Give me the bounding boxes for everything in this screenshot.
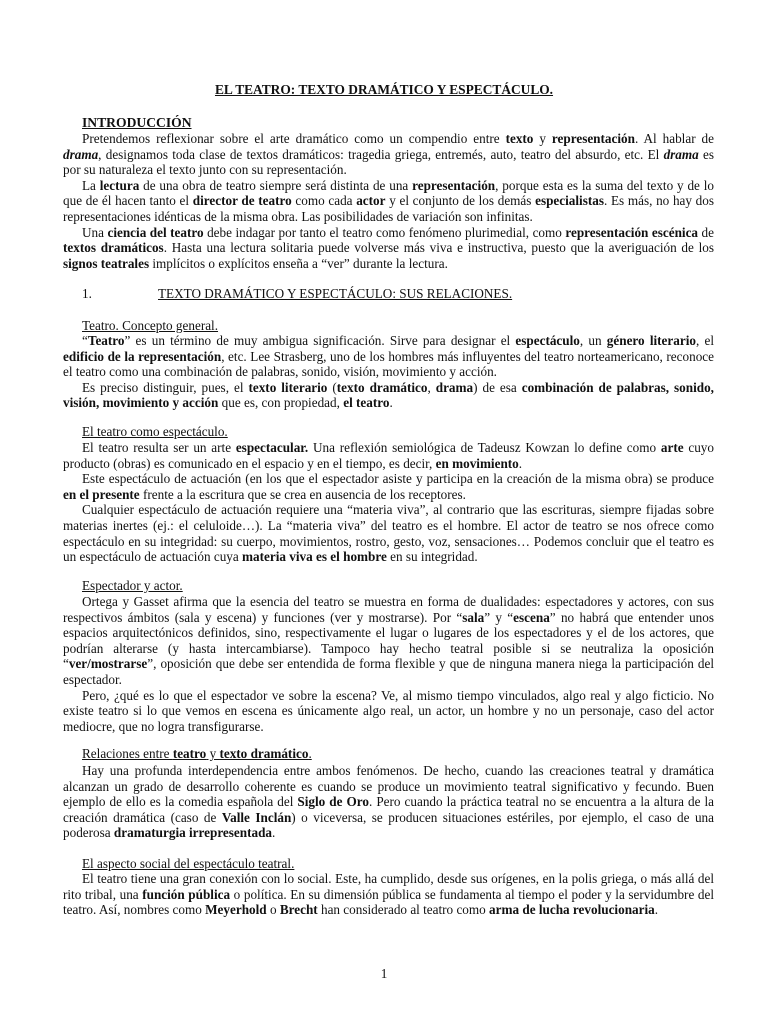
bold-term: espectacular. <box>235 440 309 455</box>
bold-term: edificio de la representación <box>63 348 222 364</box>
text-run: ) o viceversa, se producen situaciones estériles, por ejemplo, el caso de una poderosa <box>63 809 715 841</box>
subsection-heading <box>82 424 228 440</box>
bold-term: texto <box>505 131 534 146</box>
text-run: ( <box>327 379 337 395</box>
bold-term: en movimiento <box>435 455 519 471</box>
text-run: La <box>82 177 100 193</box>
bold-term: ciencia del teatro <box>107 224 204 240</box>
text-run: Es preciso distinguir, pues, el <box>82 379 249 395</box>
intro-section <box>63 131 714 271</box>
text-run: Relaciones entre <box>82 746 173 761</box>
bold-term: arte <box>660 440 684 455</box>
bold-term: drama <box>63 146 99 162</box>
document-title: EL TEATRO: TEXTO DRAMÁTICO Y ESPECTÁCULO. <box>214 82 554 97</box>
text-run: o <box>266 902 280 918</box>
subsection-heading <box>82 856 294 872</box>
subsection-body <box>63 440 714 565</box>
text-run: en su integridad. <box>386 549 478 565</box>
text-run: , un <box>579 333 607 348</box>
bold-term: Valle Inclán <box>221 809 292 825</box>
text-run: ” y “ <box>484 609 514 625</box>
paragraph <box>63 871 714 918</box>
bold-term: en el presente <box>63 486 140 502</box>
text-run: es por su naturaleza el texto junto con su representación. <box>63 146 714 178</box>
bold-term: texto dramático <box>336 379 428 395</box>
section-1-heading <box>82 286 682 302</box>
bold-term: teatro <box>172 746 207 761</box>
bold-term: combinación de palabras, sonido, visión, movimiento y acción <box>63 379 714 411</box>
text-run: Ortega y Gasset afirma que la esencia del teatro se muestra en forma de dualidades: espectadores y actores, con sus respectivos ámbitos (sala y escena) y funciones (ver y mostrarse). Por “ <box>63 594 714 625</box>
text-run: . Al hablar de <box>634 131 714 146</box>
bold-term: el teatro <box>343 395 390 411</box>
text-run: , porque esta es la suma del texto y de lo que de él hacen tanto el <box>63 177 714 209</box>
bold-term: ver/mostrarse <box>68 656 148 672</box>
text-run: como cada <box>291 193 357 209</box>
text-run: . <box>389 395 393 411</box>
text-run: El teatro tiene una gran conexión con lo social. Este, ha cumplido, desde sus orígenes, en la polis griega, o más allá del rito tribal, una <box>63 871 714 902</box>
paragraph <box>63 380 714 411</box>
text-run: “ <box>82 333 88 348</box>
text-run: . <box>654 902 659 918</box>
text-run: . Hasta una lectura solitaria puede volverse más viva e instructiva, puesto que la averiguación de los <box>163 240 714 256</box>
subsection-body <box>63 333 714 411</box>
text-run: ” es un término de muy ambigua significación. Sirve para designar el <box>124 333 516 348</box>
bold-term: Brecht <box>279 902 318 918</box>
paragraph <box>63 225 714 272</box>
text-run: y <box>533 131 552 146</box>
text-run: Pero, ¿qué es lo que el espectador ve sobre la escena? Ve, al mismo tiempo vinculados, algo real y algo ficticio. No existe teatro si lo que vemos en escena es únicamente algo real, un actor, un hombre y no un personaje, caso del actor mediocre, que no logra transfigurarse. <box>63 687 714 734</box>
text-run: frente a la escritura que se crea en ausencia de los receptores. <box>139 486 466 502</box>
bold-term: lectura <box>99 177 140 193</box>
bold-term: textos dramáticos <box>63 240 164 256</box>
bold-term: sala <box>462 609 485 625</box>
bold-term: función pública <box>142 886 231 902</box>
bold-term: drama <box>435 379 474 395</box>
text-run: , designamos toda clase de textos dramáticos: tragedia griega, entremés, auto, teatro del absurdo, etc. El <box>98 146 664 162</box>
paragraph <box>63 688 714 735</box>
bold-term: representación <box>412 177 496 193</box>
bold-term: texto literario <box>248 379 328 395</box>
text-run: debe indagar por tanto el teatro como fenómeno plurimedial, como <box>203 224 566 240</box>
paragraph <box>63 333 714 380</box>
bold-term: representación <box>551 131 635 146</box>
bold-term: materia viva es el hombre <box>242 549 387 565</box>
text-run: Una reflexión semiológica de Tadeusz Kowzan lo define como <box>308 440 661 455</box>
text-run: de <box>698 224 714 240</box>
text-run: ”, oposición que debe ser entendida de forma flexible y que de ninguna manera niega la participación del espectador. <box>63 656 714 687</box>
subsection-body <box>63 763 714 841</box>
page-number: 1 <box>380 966 388 981</box>
text-run: . Es más, no hay dos representaciones idénticas de la misma obra. Las posibilidades de variación son infinitas. <box>63 193 714 224</box>
text-run: , etc. Lee Strasberg, uno de los hombres más influyentes del teatro norteamericano, reconoce el teatro como una combinación de palabras, sonido, visión, movimiento y acción. <box>63 348 715 380</box>
text-run: Pretendemos reflexionar sobre el arte dramático como un compendio entre <box>82 131 506 146</box>
text-run: El teatro como espectáculo. <box>82 424 228 439</box>
text-run: y el conjunto de los demás <box>385 193 536 209</box>
text-run: Espectador y actor. <box>82 578 183 593</box>
bold-term: Meyerhold <box>205 902 267 918</box>
text-run: o política. En su dimensión pública se fundamenta al tiempo el poder y la servidumbre del teatro. Así, nombres como <box>63 886 714 918</box>
text-run: . Pero cuando la práctica teatral no se encuentra a la altura de la creación dramática (caso de <box>63 794 714 825</box>
paragraph <box>63 178 714 225</box>
subsection-body <box>63 594 714 734</box>
text-run: Hay una profunda interdependencia entre ambos fenómenos. De hecho, cuando las creaciones teatral y dramática alcanzan un grado de desarrollo coherente es cuando se produce un movimiento teatral significativo y fecundo. Buen ejemplo de ello es la comedia española del <box>63 763 714 810</box>
bold-term: especialistas <box>535 193 604 209</box>
text-run: ” no habrá que entender unos espacios arquitectónicos definidos, sino, respectivamente el lugar o lugares de los espectadores y el de los actores, que podrían alterarse (y hasta intercambiarse). Tampoco hay hecho teatral posible si se neutraliza la oposición “ <box>63 609 714 672</box>
paragraph <box>63 763 714 841</box>
paragraph <box>63 471 714 502</box>
section-1-number: 1. <box>82 286 92 301</box>
text-run: de una obra de teatro siempre será distinta de una <box>139 177 413 193</box>
text-run: . <box>272 825 276 841</box>
bold-term: representación escénica <box>565 224 699 240</box>
bold-term: signos teatrales <box>63 255 150 271</box>
text-run: Cualquier espectáculo de actuación requiere una “materia viva”, al contrario que las escrituras, siempre fijadas sobre materias inertes (ej.: el celuloide…). La “materia viva” del teatro es el hombre. El actor de teatro se nos ofrece como espectáculo en su integridad: su cuerpo, movimientos, rostro, gesto, voz, sensaciones… Podemos concluir que el teatro es un espectáculo de actuación cuya <box>63 502 714 565</box>
subsection-heading <box>82 318 218 334</box>
text-run: implícitos o explícitos enseña a “ver” durante la lectura. <box>149 255 448 271</box>
paragraph <box>63 131 714 178</box>
bold-term: arma de lucha revolucionaria <box>489 902 655 918</box>
text-run: El aspecto social del espectáculo teatral. <box>82 856 295 871</box>
text-run: , <box>427 379 436 395</box>
text-run: Una <box>82 224 108 240</box>
intro-heading: INTRODUCCIÓN <box>82 115 192 130</box>
subsection-heading <box>82 746 312 762</box>
section-1-label: TEXTO DRAMÁTICO Y ESPECTÁCULO: SUS RELACIONES. <box>158 286 513 301</box>
text-run: cuyo producto (obras) es comunicado en el espacio y en el tiempo, es decir, <box>63 440 714 471</box>
paragraph <box>63 502 714 564</box>
bold-term: director de teatro <box>192 193 292 209</box>
text-run: han considerado al teatro como <box>317 902 490 918</box>
bold-term: dramaturgia irrepresentada <box>113 825 273 841</box>
text-run: El teatro resulta ser un arte <box>82 440 236 455</box>
subsection-heading <box>82 578 183 594</box>
bold-term: actor <box>356 193 386 209</box>
bold-term: espectáculo <box>515 333 580 348</box>
text-run: Teatro. Concepto general. <box>82 318 219 333</box>
paragraph <box>63 594 714 688</box>
text-run: que es, con propiedad, <box>218 395 344 411</box>
text-run: . <box>518 455 523 471</box>
text-run: Este espectáculo de actuación (en los que el espectador asiste y participa en la creación de la misma obra) se produce <box>82 471 714 487</box>
bold-term: escena <box>513 609 550 625</box>
bold-term: texto dramático <box>219 746 309 761</box>
paragraph <box>63 440 714 471</box>
text-run: y <box>206 746 220 761</box>
text-run: , el <box>695 333 714 348</box>
bold-term: género literario <box>606 333 696 348</box>
text-run: . <box>308 746 312 761</box>
bold-term: Siglo de Oro <box>297 794 369 810</box>
bold-term: drama <box>663 146 699 162</box>
text-run: ) de esa <box>473 379 522 395</box>
subsection-body <box>63 871 714 918</box>
bold-term: Teatro <box>87 333 125 348</box>
